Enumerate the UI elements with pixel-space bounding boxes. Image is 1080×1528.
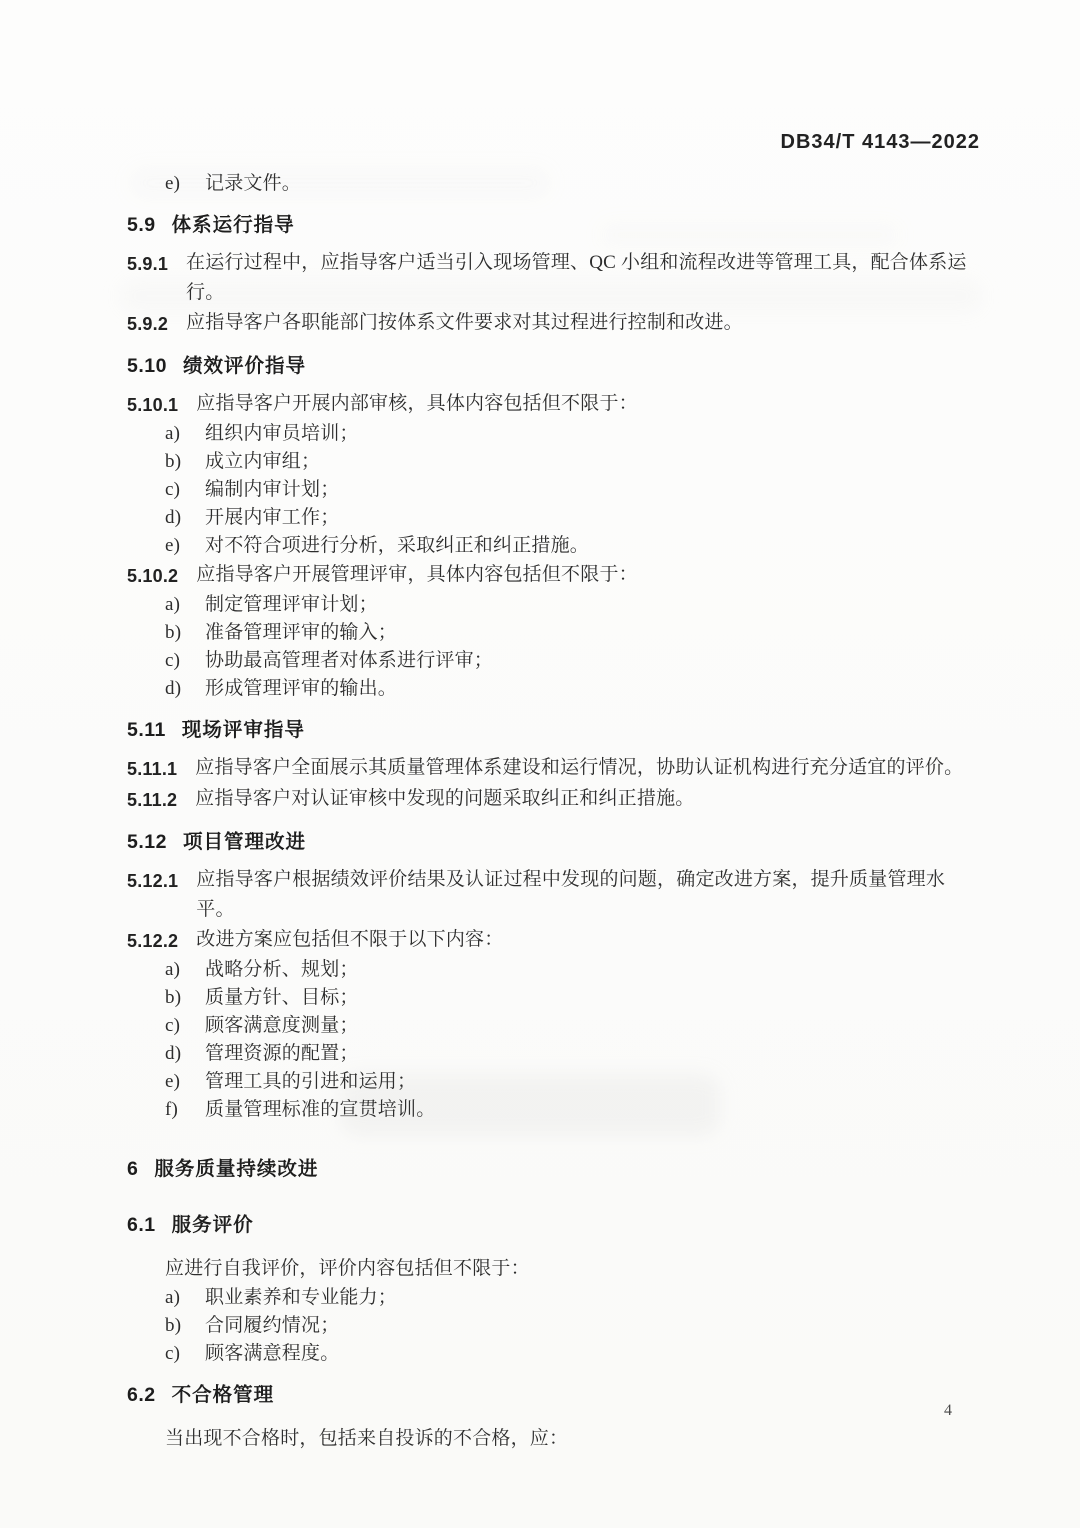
list-item xyxy=(127,504,982,532)
list-item-label: e) xyxy=(165,535,181,556)
list-item xyxy=(127,647,982,675)
section-title: 服务评价 xyxy=(171,1214,254,1236)
list-item xyxy=(127,984,982,1012)
section-title: 不合格管理 xyxy=(171,1384,275,1406)
section-heading xyxy=(127,1381,982,1409)
list-item-label: c) xyxy=(165,650,181,671)
clause xyxy=(127,308,982,339)
list-item xyxy=(127,619,982,647)
section-heading xyxy=(127,828,982,856)
list-item-text: 记录文件。 xyxy=(205,173,302,194)
list-item-label: e) xyxy=(165,173,181,194)
list-item-label: a) xyxy=(165,1287,181,1308)
list-item-text: 形成管理评审的输出。 xyxy=(205,678,398,699)
list-item xyxy=(127,1096,982,1124)
clause-text: 在运行过程中，应指导客户适当引入现场管理、QC 小组和流程改进等管理工具，配合体系运行。 xyxy=(186,252,967,303)
clause xyxy=(127,389,982,420)
clause-number: 5.9.1 xyxy=(127,254,169,274)
list-item xyxy=(127,1340,982,1368)
section-title: 绩效评价指导 xyxy=(182,355,306,377)
list-item xyxy=(127,591,982,619)
clause-text: 应指导客户开展管理评审，具体内容包括但不限于： xyxy=(196,564,638,585)
list-item-label: c) xyxy=(165,1015,181,1036)
list-item-text: 协助最高管理者对体系进行评审； xyxy=(205,650,494,671)
standard-code-header: DB34/T 4143—2022 xyxy=(780,131,980,153)
list-item xyxy=(127,448,982,476)
section-number: 6.2 xyxy=(127,1384,156,1406)
list-item-text: 职业素养和专业能力； xyxy=(205,1287,398,1308)
list-item-text: 准备管理评审的输入； xyxy=(205,622,398,643)
chapter-title: 服务质量持续改进 xyxy=(154,1158,319,1180)
list-item xyxy=(127,1312,982,1340)
list-item-label: b) xyxy=(165,622,182,643)
clause xyxy=(127,248,982,308)
list-item-text: 组织内审员培训； xyxy=(205,423,359,444)
clause-number: 5.10.1 xyxy=(127,395,179,415)
section-heading xyxy=(127,211,982,239)
clause-number: 5.12.1 xyxy=(127,871,179,891)
clause-number: 5.12.2 xyxy=(127,931,179,951)
list-item-label: c) xyxy=(165,1343,181,1364)
list-item xyxy=(127,675,982,703)
chapter-heading xyxy=(127,1155,982,1183)
list-item-text: 管理资源的配置； xyxy=(205,1043,359,1064)
chapter-number: 6 xyxy=(127,1158,139,1180)
clause-number: 5.11.1 xyxy=(127,759,178,779)
list-item xyxy=(127,1068,982,1096)
list-item xyxy=(127,956,982,984)
clause-number: 5.11.2 xyxy=(127,790,178,810)
section-number: 5.12 xyxy=(127,831,167,853)
section-title: 现场评审指导 xyxy=(181,719,305,741)
section-title: 项目管理改进 xyxy=(182,831,306,853)
list-item-label: d) xyxy=(165,507,182,528)
list-item xyxy=(127,1284,982,1312)
list-item xyxy=(127,476,982,504)
clause-text: 应指导客户根据绩效评价结果及认证过程中发现的问题，确定改进方案，提升质量管理水平。 xyxy=(196,869,946,920)
list-item-label: c) xyxy=(165,479,181,500)
section-number: 5.10 xyxy=(127,355,167,377)
page-number: 4 xyxy=(944,1402,952,1419)
clause-text: 应指导客户开展内部审核，具体内容包括但不限于： xyxy=(196,393,638,414)
clause-text: 应指导客户各职能部门按体系文件要求对其过程进行控制和改进。 xyxy=(186,312,743,333)
list-item-label: a) xyxy=(165,959,181,980)
list-item-text: 管理工具的引进和运用； xyxy=(205,1071,417,1092)
list-item xyxy=(127,1012,982,1040)
section-heading xyxy=(127,716,982,744)
clause-text: 改进方案应包括但不限于以下内容： xyxy=(196,929,504,950)
list-item-text: 顾客满意程度。 xyxy=(205,1343,340,1364)
list-item-label: b) xyxy=(165,987,182,1008)
clause-text: 应指导客户对认证审核中发现的问题采取纠正和纠正措施。 xyxy=(195,788,695,809)
list-item-text: 顾客满意度测量； xyxy=(205,1015,359,1036)
document-body xyxy=(127,170,982,1454)
list-item-text: 合同履约情况； xyxy=(205,1315,340,1336)
list-item xyxy=(127,1040,982,1068)
clause-number: 5.9.2 xyxy=(127,314,169,334)
list-item-text: 质量方针、目标； xyxy=(205,987,359,1008)
list-item-label: e) xyxy=(165,1071,181,1092)
list-item-label: b) xyxy=(165,1315,182,1336)
clause xyxy=(127,784,982,815)
list-item-text: 质量管理标准的宣贯培训。 xyxy=(205,1099,436,1120)
section-title: 体系运行指导 xyxy=(171,214,295,236)
list-item-text: 编制内审计划； xyxy=(205,479,340,500)
clause xyxy=(127,925,982,956)
section-heading xyxy=(127,352,982,380)
clause-number: 5.10.2 xyxy=(127,566,179,586)
paragraph-text: 应进行自我评价，评价内容包括但不限于： xyxy=(165,1258,530,1279)
list-item-text: 制定管理评审计划； xyxy=(205,594,378,615)
list-item xyxy=(127,420,982,448)
list-item-label: a) xyxy=(165,594,181,615)
section-heading xyxy=(127,1211,982,1239)
list-item-text: 开展内审工作； xyxy=(205,507,340,528)
list-item-label: b) xyxy=(165,451,182,472)
clause xyxy=(127,753,982,784)
section-number: 5.11 xyxy=(127,719,166,741)
list-item-label: d) xyxy=(165,678,182,699)
list-item-label: d) xyxy=(165,1043,182,1064)
list-item xyxy=(127,532,982,560)
clause xyxy=(127,865,982,925)
list-item-label: f) xyxy=(165,1099,179,1120)
list-item-text: 成立内审组； xyxy=(205,451,321,472)
paragraph xyxy=(127,1254,982,1284)
clause-text: 应指导客户全面展示其质量管理体系建设和运行情况，协助认证机构进行充分适宜的评价。 xyxy=(195,757,964,778)
clause xyxy=(127,560,982,591)
list-item xyxy=(127,170,982,198)
list-item-label: a) xyxy=(165,423,181,444)
section-number: 5.9 xyxy=(127,214,156,236)
section-number: 6.1 xyxy=(127,1214,156,1236)
paragraph-text: 当出现不合格时，包括来自投诉的不合格，应： xyxy=(165,1428,569,1449)
list-item-text: 对不符合项进行分析，采取纠正和纠正措施。 xyxy=(205,535,590,556)
paragraph xyxy=(127,1424,982,1454)
list-item-text: 战略分析、规划； xyxy=(205,959,359,980)
